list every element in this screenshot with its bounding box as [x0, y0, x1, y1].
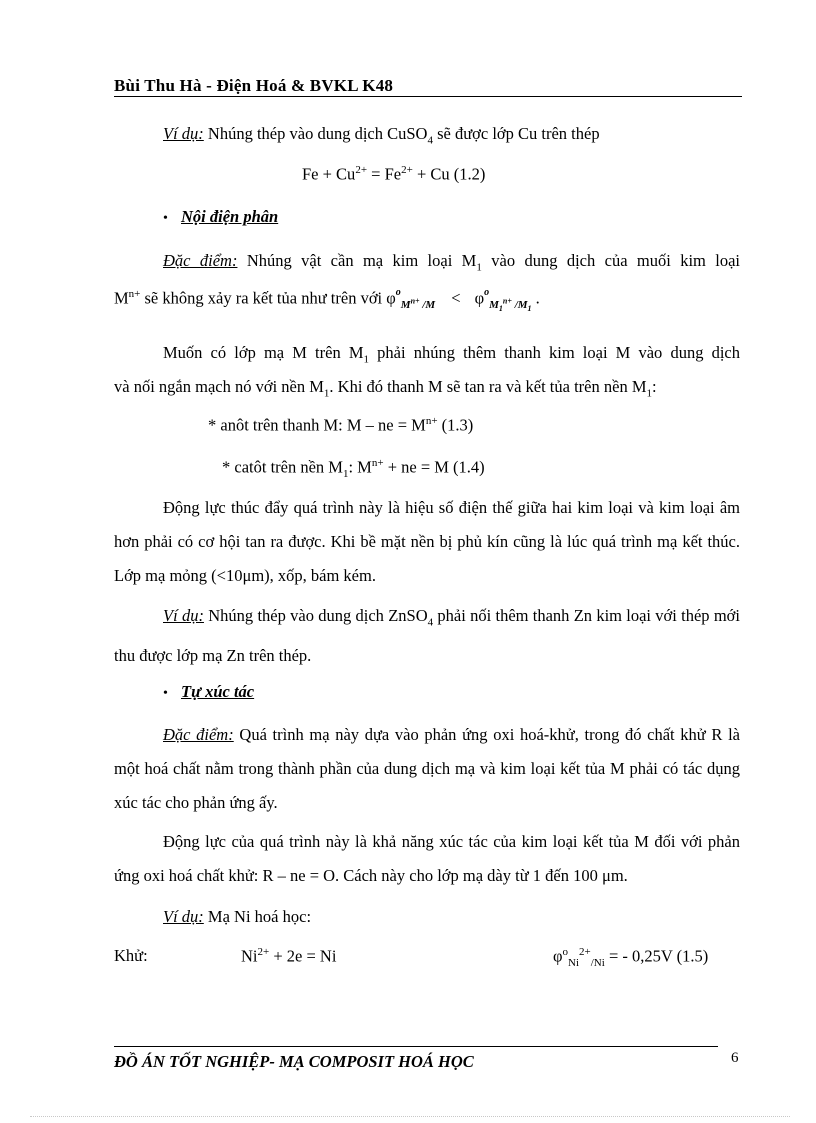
- superscript: 2+: [257, 946, 270, 958]
- phi-superscript: o: [484, 286, 490, 298]
- page-number: 6: [731, 1050, 739, 1066]
- subscript: 1: [476, 261, 482, 274]
- superscript: n+: [371, 457, 384, 469]
- equation-text: * catôt trên nền M: [222, 457, 343, 477]
- internal-feature-line1: [163, 251, 740, 273]
- paragraph-text: .: [531, 288, 540, 308]
- example-text: phải nối thêm thanh Zn kim loại với thép mới thu được lớp mạ Zn trên thép.: [114, 606, 740, 666]
- equation-text: Fe + Cu: [302, 164, 356, 184]
- page-edge-dotted-line: [30, 1116, 790, 1117]
- paragraph-driving-force-2: Động lực của quá trình này là khả năng xúc tác của kim loại kết tủa M đối với phản ứng oxi hoá chất khử: R – ne = O. Cách này cho lớp mạ dày từ 1 đến 100 μm.: [114, 832, 740, 885]
- phi-subscript: Ni: [568, 956, 580, 969]
- page-header-title: Bùi Thu Hà - Điện Hoá & BVKL K48: [114, 76, 394, 95]
- equation-text: : M: [348, 457, 372, 477]
- paragraph-text: Nhúng vật cần mạ kim loại M: [237, 251, 477, 270]
- para-muon-line2: [114, 377, 657, 399]
- phi-superscript: o: [395, 286, 401, 298]
- equation-1-2: [302, 164, 485, 185]
- equation-text: + ne = M (1.4): [383, 457, 485, 477]
- subscript: 4: [427, 616, 434, 629]
- less-than-sign: <: [451, 288, 461, 308]
- phi-subscript: M1n+ /M1: [489, 295, 532, 313]
- paragraph-text: phải nhúng thêm thanh kim loại M vào dung dịch: [369, 343, 740, 362]
- paragraph-text: M: [114, 288, 129, 308]
- example-label: Ví dụ:: [163, 907, 204, 926]
- superscript: 2+: [355, 164, 368, 176]
- section-heading-internal-electrolysis: Nội điện phân: [181, 207, 279, 226]
- equation-1-5-potential: [553, 946, 708, 969]
- equation-text: (1.3): [437, 415, 474, 435]
- equation-text: * anôt trên thanh M: M – ne = M: [208, 415, 426, 435]
- equation-1-5-reaction: [241, 946, 336, 967]
- paragraph-driving-force-1: Động lực thúc đẩy quá trình này là hiệu số điện thế giữa hai kim loại và kim loại âm hơn phải có cơ hội tan ra được. Khi bề mặt nền bị phủ kín cũng là lúc quá trình mạ kết thúc. Lớp mạ mỏng (<10μm), xốp, bám kém.: [114, 498, 740, 585]
- subscript: 1: [342, 467, 349, 480]
- header-divider: [114, 96, 742, 97]
- superscript: n+: [128, 288, 141, 300]
- paragraph-text: vào dung dịch của muối kim loại: [481, 251, 740, 270]
- subscript: 4: [427, 134, 433, 147]
- example-ni: [163, 907, 311, 927]
- equation-1-5-label: Khử:: [114, 946, 148, 965]
- equation-text: + Cu (1.2): [412, 164, 486, 184]
- paragraph-text: Quá trình mạ này dựa vào phản ứng oxi hoá-khử, trong đó chất khử R là một hoá chất nằm trong thành phần của dung dịch mạ và kim loại kết tủa M phải có tác dụng xúc tác cho phản ứng ấy.: [114, 725, 740, 812]
- subscript: 1: [646, 387, 652, 400]
- paragraph-text: Muốn có lớp mạ M trên M: [163, 343, 364, 362]
- phi-symbol: φ: [474, 288, 485, 308]
- equation-1-3: [208, 415, 473, 436]
- paragraph-text: sẽ không xảy ra kết tủa như trên với φ: [140, 288, 396, 308]
- phi-subscript: Mn+ /M: [400, 295, 436, 311]
- superscript: o: [562, 946, 569, 958]
- internal-feature-line2: [114, 286, 540, 313]
- example-text: Nhúng thép vào dung dịch CuSO: [203, 124, 428, 143]
- bullet-icon: •: [163, 211, 168, 226]
- feature-label: Đặc điểm:: [163, 725, 234, 744]
- example-label: Ví dụ:: [163, 124, 204, 143]
- subscript: 1: [363, 353, 370, 366]
- example-cuso4: [163, 124, 600, 146]
- section-heading-autocatalytic: Tự xúc tác: [181, 682, 255, 701]
- example-label: Ví dụ:: [163, 606, 204, 625]
- superscript: 2+: [579, 946, 591, 958]
- subscript: 1: [323, 387, 330, 400]
- bullet-icon: •: [163, 686, 168, 701]
- example-znso4: [114, 599, 740, 673]
- example-text: sẽ được lớp Cu trên thép: [432, 124, 600, 143]
- superscript: 2+: [401, 164, 413, 176]
- paragraph-text: và nối ngắn mạch nó với nền M: [114, 377, 324, 396]
- equation-text: Ni: [241, 946, 258, 966]
- feature-label: Đặc điểm:: [163, 251, 238, 270]
- para-muon-line1: [163, 343, 740, 365]
- subscript: /Ni: [590, 956, 605, 969]
- equation-text: + 2e = Ni: [269, 946, 337, 966]
- equation-text: = - 0,25V (1.5): [604, 946, 709, 966]
- paragraph-text: . Khi đó thanh M sẽ tan ra và kết tủa trên nền M: [329, 377, 647, 396]
- phi-symbol: φ: [553, 946, 563, 966]
- paragraph-text: :: [652, 377, 657, 396]
- superscript: n+: [425, 415, 438, 427]
- footer-title: ĐỒ ÁN TỐT NGHIỆP- MẠ COMPOSIT HOÁ HỌC: [114, 1052, 474, 1071]
- autocat-feature-paragraph: [114, 718, 740, 820]
- footer-divider: [114, 1046, 718, 1047]
- example-text: Mạ Ni hoá học:: [203, 907, 312, 926]
- equation-1-4: [222, 457, 485, 480]
- equation-text: = Fe: [367, 164, 402, 184]
- example-text: Nhúng thép vào dung dịch ZnSO: [203, 606, 428, 625]
